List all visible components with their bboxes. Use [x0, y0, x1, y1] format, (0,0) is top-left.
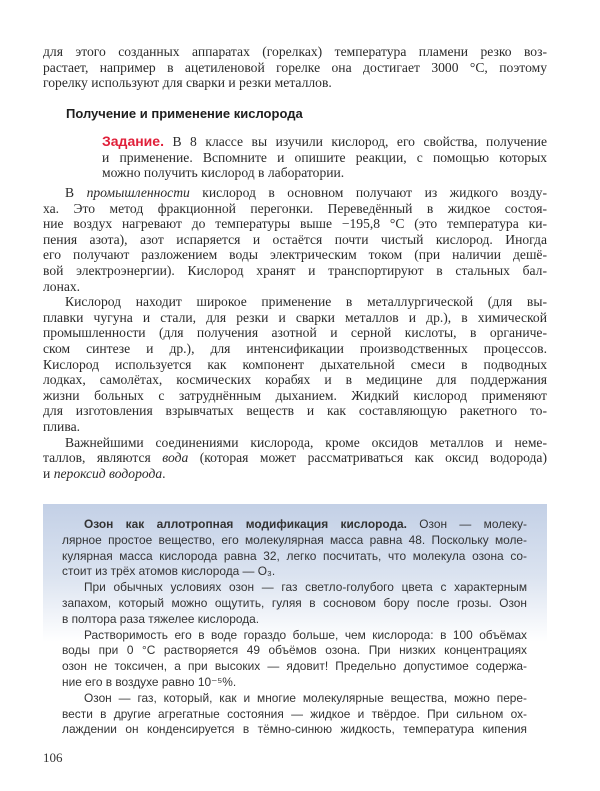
text-segment: ха. Это метод фракционной перегонки. Переведённый в жидкое состоя- — [43, 200, 547, 216]
text-segment: жизни больных с затруднённым дыханием. Жидкий кислород применяют — [43, 387, 547, 403]
text-line — [62, 533, 527, 549]
text-segment: и — [43, 465, 54, 481]
text-line — [43, 294, 547, 310]
page-number: 106 — [43, 750, 63, 765]
task-label: Задание. — [102, 133, 164, 149]
text-segment: ние воздух нагревают до температуры выше −195,8 °C (это температура ки- — [43, 216, 547, 232]
text-segment: для изготовления взрывчатых веществ и как составляющую ракетного то- — [43, 403, 547, 419]
ozone-info-box — [43, 504, 547, 791]
paragraph — [102, 134, 547, 181]
text-line — [43, 247, 547, 263]
text-line — [62, 596, 527, 612]
text-line — [43, 60, 547, 76]
paragraph — [43, 435, 547, 482]
text-line — [62, 691, 527, 707]
text-line — [43, 310, 547, 326]
text-segment: горелку используют для сварки и резки металлов. — [43, 75, 332, 91]
text-segment: В 8 классе вы изучили кислород, его свойства, получение — [163, 134, 547, 149]
box-title: Озон как аллотропная модификация кислорода. — [84, 517, 407, 531]
text-line — [43, 357, 547, 373]
text-segment: плавки чугуна и стали, для резки и сварки металлов и др.), в химической — [43, 309, 547, 325]
text-segment: можно получить кислород в лаборатории. — [102, 165, 345, 181]
paragraph — [43, 294, 547, 434]
paragraph — [62, 628, 527, 691]
text-segment: воды при 0 °C растворяется 49 объёмов озона. При низких концентрациях — [62, 643, 527, 658]
text-segment: Растворимость его в воде гораздо больше, чем кислорода: в 100 объёмах — [84, 627, 527, 642]
text-segment: лодках, самолётах, космических корабях и в медицине для поддержания — [43, 372, 547, 388]
task-block — [102, 134, 547, 181]
text-segment: его получают разложением воды электрическим током (при наличии дешё- — [43, 247, 547, 263]
text-segment: Озон — газ, который, как и многие молекулярные вещества, можно пере- — [84, 690, 527, 705]
text-line — [43, 419, 547, 435]
paragraph — [62, 517, 527, 580]
emphasized-term: пероксид водорода — [53, 465, 163, 481]
text-line — [43, 403, 547, 419]
text-line — [62, 722, 527, 738]
ozone-text — [62, 517, 527, 738]
text-line — [102, 134, 547, 150]
text-segment: и применение. Вспомните и опишите реакции, с помощью которых — [102, 149, 547, 165]
text-segment: кислород в основном получают из жидкого возду- — [189, 185, 547, 200]
text-segment: Озон — молеку- — [406, 517, 527, 531]
text-segment: растает, например в ацетиленовой горелке она достигает 3000 °C, поэтому — [43, 59, 547, 75]
text-line — [62, 549, 527, 565]
text-segment: лярное простое вещество, его молекулярная масса равна 48. Поскольку моле- — [62, 532, 527, 547]
text-segment: ние его в воздухе равно 10⁻⁵%. — [62, 674, 237, 689]
text-segment: При обычных условиях озон — газ светло-голубого цвета с характерным — [84, 580, 527, 595]
body-text — [43, 185, 547, 481]
text-segment: таллов, являются — [43, 450, 163, 466]
intro-text — [43, 44, 547, 91]
text-line — [43, 466, 547, 482]
text-segment: Кислород находит широкое применение в металлургической (для вы- — [65, 294, 547, 310]
text-segment: лаждении он конденсируется в тёмно-синюю жидкость, температура кипения — [62, 722, 527, 737]
text-segment: вести в другие агрегатные состояния — жидкое и твёрдое. При сильном ох- — [62, 706, 527, 721]
text-line — [62, 628, 527, 644]
text-line — [43, 341, 547, 357]
text-segment: плива. — [43, 418, 81, 434]
text-segment: озон не токсичен, а при высоких — ядовит! Предельно допустимое содержа- — [62, 659, 527, 674]
text-segment: запахом, который можно ощутить, гуляя в сосновом бору после грозы. Озон — [62, 595, 527, 610]
text-segment: В — [65, 185, 87, 200]
text-line — [62, 580, 527, 596]
text-line — [43, 450, 547, 466]
text-line — [43, 388, 547, 404]
text-segment: лонах. — [43, 278, 81, 294]
text-segment: ском синтезе и др.), для интенсификации производственных процессов. — [43, 340, 547, 356]
text-line — [62, 612, 527, 628]
text-segment: в полтора раза тяжелее кислорода. — [62, 611, 260, 626]
section-heading: Получение и применение кислорода — [66, 106, 303, 121]
emphasized-term: промышленности — [86, 185, 190, 200]
text-line — [102, 165, 547, 181]
text-segment: Важнейшими соединениями кислорода, кроме оксидов металлов и неме- — [65, 434, 547, 450]
text-line — [43, 372, 547, 388]
text-segment: пения азота), азот испаряется и остаётся почти чистый кислород. Иногда — [43, 231, 547, 247]
text-segment: . — [162, 465, 166, 481]
text-line — [43, 263, 547, 279]
text-segment: для этого созданных аппаратах (горелках) температура пламени резко воз- — [43, 44, 547, 59]
text-line — [43, 44, 547, 60]
paragraph — [43, 185, 547, 294]
text-line — [62, 564, 527, 580]
text-segment: Кислород используется как компонент дыхательной смеси в подводных — [43, 356, 547, 372]
text-segment: вой электроэнергии). Кислород хранят и транспортируют в стальных бал- — [43, 262, 547, 278]
text-line — [62, 675, 527, 691]
text-segment: промышленности (для получения азотной и серной кислоты, в органиче- — [43, 325, 547, 341]
paragraph — [62, 691, 527, 738]
text-line — [62, 643, 527, 659]
paragraph — [62, 580, 527, 627]
text-line — [43, 232, 547, 248]
text-line — [43, 325, 547, 341]
text-line — [43, 201, 547, 217]
text-line — [62, 517, 527, 533]
text-line — [43, 279, 547, 295]
text-line — [62, 659, 527, 675]
text-line — [43, 185, 547, 201]
text-line — [62, 707, 527, 723]
text-segment: (которая может рассматриваться как оксид водорода) — [188, 450, 547, 466]
text-line — [43, 75, 547, 91]
text-line — [102, 150, 547, 166]
text-line — [43, 216, 547, 232]
paragraph — [43, 44, 547, 91]
text-line — [43, 435, 547, 451]
text-segment: стоит из трёх атомов кислорода — O₃. — [62, 564, 276, 579]
emphasized-term: вода — [162, 450, 189, 466]
text-segment: кулярная масса кислорода равна 32, легко посчитать, что молекула озона со- — [62, 548, 527, 563]
